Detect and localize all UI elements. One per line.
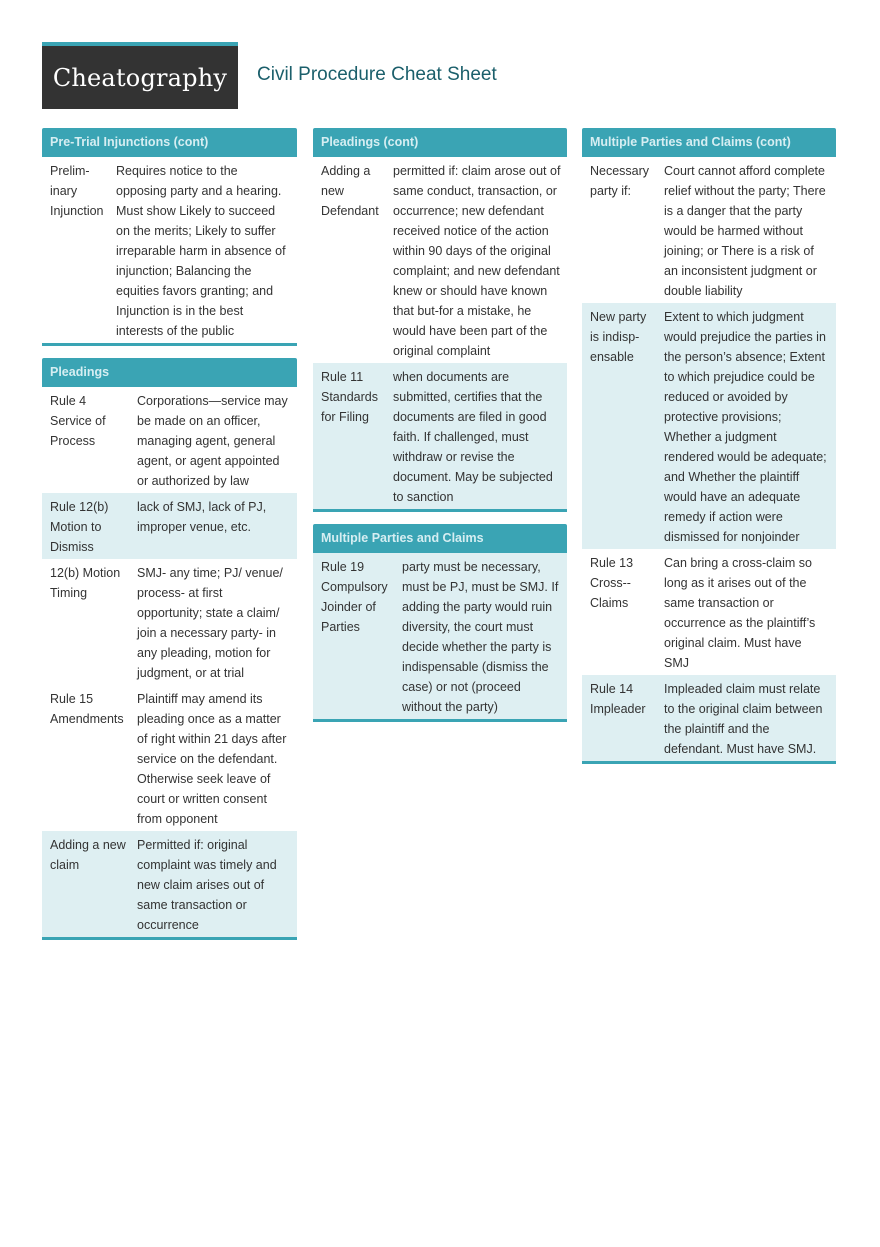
section-pretrial-injunctions-cont <box>42 128 297 346</box>
table-row <box>42 831 297 937</box>
table-row <box>42 493 297 559</box>
row-definition: Permitted if: original complaint was timely and new claim arises out of same transaction or occurrence <box>137 838 277 932</box>
row-definition: when documents are submitted, certifies that the documents are filed in good faith. If challenged, must withdraw or revise the document. May be subjected to sanction <box>393 370 553 504</box>
row-term: Rule 19 Compulsory Joinder of Parties <box>321 560 388 634</box>
row-term: Rule 4 Service of Process <box>50 394 106 448</box>
row-definition: SMJ- any time; PJ/ venue/ process- at first opportunity; state a claim/ join a necessary party- in any pleading, motion for judgment, or at trial <box>137 566 283 680</box>
table-row <box>42 387 297 493</box>
row-term: Rule 12(b) Motion to Dismiss <box>50 500 109 554</box>
table-row <box>582 549 836 675</box>
column-3 <box>582 128 836 776</box>
row-term: New party is indisp-ensable <box>590 310 647 364</box>
section-pleadings-cont <box>313 128 567 512</box>
logo-text: Cheatography <box>52 63 228 92</box>
section-pleadings <box>42 358 297 940</box>
table-row <box>582 675 836 761</box>
section-header: Pre-Trial Injunctions (cont) <box>42 128 297 157</box>
column-1 <box>42 128 297 952</box>
row-term: 12(b) Motion Timing <box>50 566 121 600</box>
row-definition: Corporations—service may be made on an officer, managing agent, general agent, or agent appointed or authorized by law <box>137 394 288 488</box>
row-definition: Court cannot afford complete relief without the party; There is a danger that the party would be harmed without joining; or There is a risk of an inconsistent judgment or double liability <box>664 164 826 298</box>
section-multiple-parties-and-claims-cont <box>582 128 836 764</box>
section-header: Multiple Parties and Claims <box>313 524 567 553</box>
table-row <box>582 303 836 549</box>
row-definition: Can bring a cross-claim so long as it arises out of the same transaction or occurrence as the plaintiff’s original claim. Must have SMJ <box>664 556 816 670</box>
table-row <box>582 157 836 303</box>
section-multiple-parties-and-claims <box>313 524 567 722</box>
column-2 <box>313 128 567 734</box>
row-definition: Requires notice to the opposing party and a hearing. Must show Likely to succeed on the merits; Likely to suffer irreparable harm in absence of injunction; Balancing the equities favors granting; and Injunction is in the best interests of the public <box>116 164 286 338</box>
row-definition: Extent to which judgment would prejudice the parties in the person’s absence; Extent to which prejudice could be reduced or avoided by protective provisions; Whether a judgment rendered would be adequate; and Whether the plaintiff would have an adequate remedy if action were dismissed for nonjoinder <box>664 310 827 544</box>
row-term: Adding a new Defendant <box>321 164 379 218</box>
table-row <box>313 363 567 509</box>
cheatography-logo[interactable] <box>42 42 238 109</box>
row-definition: Impleaded claim must relate to the original claim between the plaintiff and the defendant. Must have SMJ. <box>664 682 823 756</box>
row-term: Rule 13 Cross--Claims <box>590 556 634 610</box>
section-header: Multiple Parties and Claims (cont) <box>582 128 836 157</box>
row-term: Prelim-inary Injunction <box>50 164 104 218</box>
row-term: Rule 15 Amendments <box>50 692 124 726</box>
page-title: Civil Procedure Cheat Sheet <box>257 64 497 85</box>
table-row <box>313 157 567 363</box>
row-term: Adding a new claim <box>50 838 126 872</box>
row-definition: lack of SMJ, lack of PJ, improper venue, etc. <box>137 500 267 534</box>
row-term: Rule 14 Impleader <box>590 682 646 716</box>
table-row <box>42 559 297 685</box>
row-definition: permitted if: claim arose out of same conduct, transaction, or occurrence; new defendant received notice of the action within 90 days of the original complaint; and new defendant knew or should have known that but-for a mistake, he would have been part of the original complaint <box>393 164 561 358</box>
row-term: Necessary party if: <box>590 164 650 198</box>
table-row <box>313 553 567 719</box>
table-row <box>42 157 297 343</box>
section-header: Pleadings (cont) <box>313 128 567 157</box>
row-definition: party must be necessary, must be PJ, must be SMJ. If adding the party would ruin diversity, the court must decide whether the party is indispensable (dismiss the case) or not (proceed without the party) <box>402 560 559 714</box>
table-row <box>42 685 297 831</box>
row-definition: Plaintiff may amend its pleading once as a matter of right within 21 days after service on the defendant. Otherwise seek leave of court or written consent from opponent <box>137 692 287 826</box>
section-header: Pleadings <box>42 358 297 387</box>
row-term: Rule 11 Standards for Filing <box>321 370 378 424</box>
